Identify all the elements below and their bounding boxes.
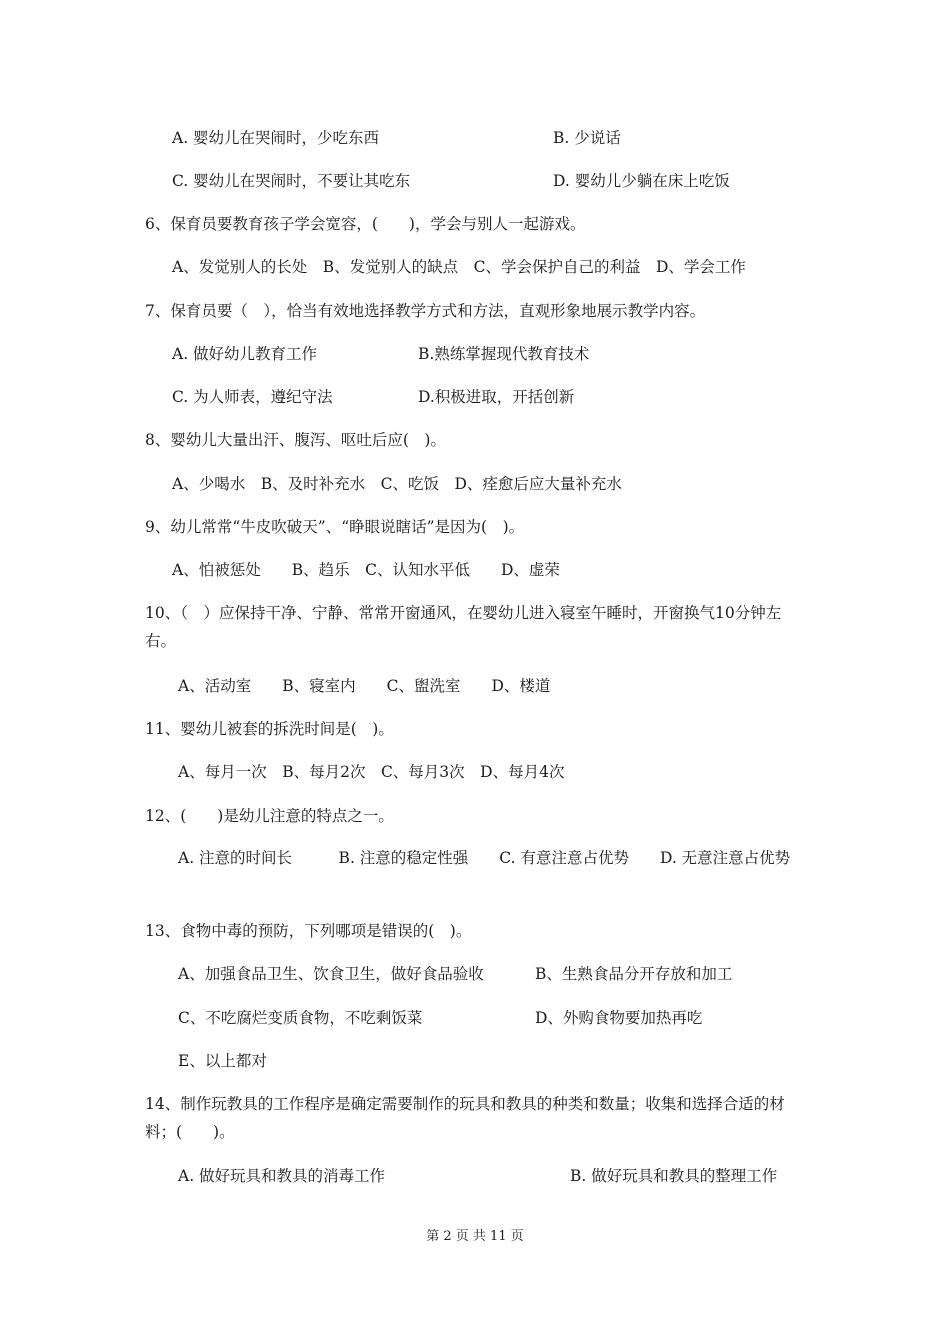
q12-stem: 12、( )是幼儿注意的特点之一。 [145,807,394,825]
q7-option-a: A. 做好幼儿教育工作 [172,345,318,363]
q7-option-b: B.熟练掌握现代教育技术 [418,345,590,363]
q11-stem: 11、婴幼儿被套的拆洗时间是( )。 [145,720,394,738]
q13-stem: 13、食物中毒的预防，下列哪项是错误的( )。 [145,922,472,940]
q12-options: A. 注意的时间长 B. 注意的稳定性强 C. 有意注意占优势 D. 无意注意占优势 [178,849,791,867]
q6-stem: 6、保育员要教育孩子学会宽容，( )，学会与别人一起游戏。 [145,215,586,233]
q10-stem: 10、（ ）应保持干净、宁静、常常开窗通风，在婴幼儿进入寝室午睡时，开窗换气10分钟左右。 [145,604,782,650]
q5-option-a: A. 婴幼儿在哭闹时，少吃东西 [172,129,380,147]
q5-option-c: C. 婴幼儿在哭闹时，不要让其吃东 [172,172,411,190]
q13-option-e: E、以上都对 [178,1052,267,1070]
q5-option-d: D. 婴幼儿少躺在床上吃饭 [553,172,730,190]
q5-option-b: B. 少说话 [553,129,621,147]
q6-options: A、发觉别人的长处 B、发觉别人的缺点 C、学会保护自己的利益 D、学会工作 [172,258,746,276]
q13-option-b: B、生熟食品分开存放和加工 [535,965,733,983]
q13-option-a: A、加强食品卫生、饮食卫生，做好食品验收 [178,965,484,983]
q9-options: A、怕被惩处 B、趋乐 C、认知水平低 D、虚荣 [172,561,560,579]
page-number-footer: 第 2 页 共 11 页 [426,1229,524,1244]
q7-option-d: D.积极进取，开括创新 [418,388,575,406]
q7-option-c: C. 为人师表，遵纪守法 [172,388,333,406]
q13-option-d: D、外购食物要加热再吃 [535,1009,703,1027]
q14-option-b: B. 做好玩具和教具的整理工作 [570,1167,778,1185]
q7-stem: 7、保育员要（ ），恰当有效地选择教学方式和方法，直观形象地展示教学内容。 [145,302,706,320]
q9-stem: 9、幼儿常常“牛皮吹破天”、“睁眼说瞎话”是因为( )。 [145,518,525,536]
q13-option-c: C、不吃腐烂变质食物，不吃剩饭菜 [178,1009,423,1027]
q14-stem: 14、制作玩教具的工作程序是确定需要制作的玩具和教具的种类和数量；收集和选择合适的材料；( )。 [145,1095,785,1141]
q8-options: A、少喝水 B、及时补充水 C、吃饭 D、痊愈后应大量补充水 [172,475,622,493]
q8-stem: 8、婴幼儿大量出汗、腹泻、呕吐后应( )。 [145,431,446,449]
q14-option-a: A. 做好玩具和教具的消毒工作 [178,1167,386,1185]
q10-options: A、活动室 B、寝室内 C、盥洗室 D、楼道 [178,677,551,695]
q11-options: A、每月一次 B、每月2次 C、每月3次 D、每月4次 [178,763,565,781]
